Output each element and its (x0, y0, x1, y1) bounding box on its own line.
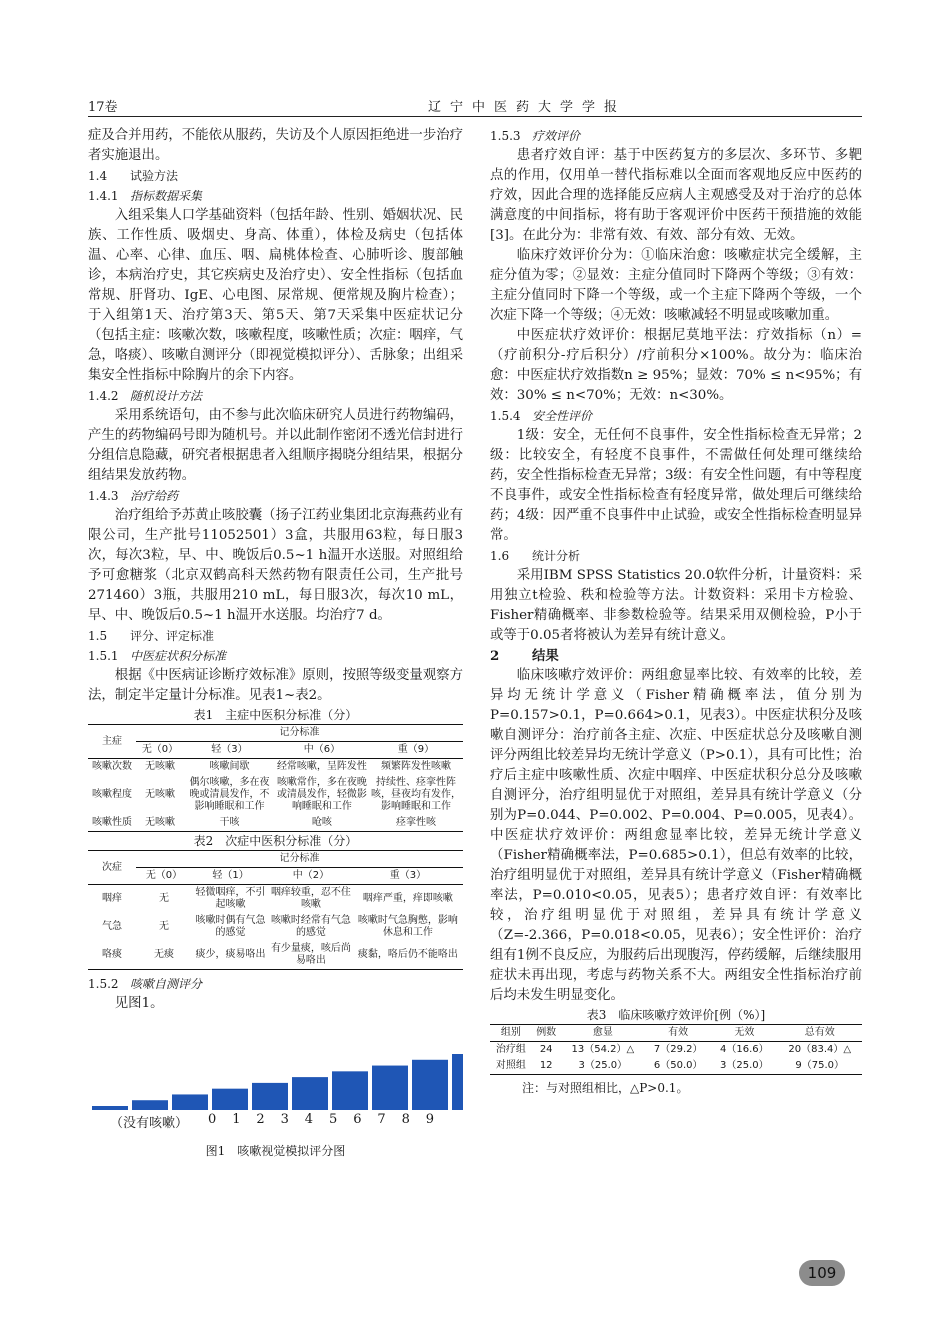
right-column (490, 126, 862, 1097)
table2-level: 重（3） (353, 868, 463, 885)
cough-vas-chart (88, 1020, 463, 1142)
table3-cough-efficacy (490, 1024, 862, 1075)
chart-tick-label: 5 (329, 1112, 338, 1127)
table2-level: 中（2） (269, 868, 353, 885)
cough-vas-bars (88, 1020, 463, 1112)
table1-level: 轻（3） (184, 742, 275, 759)
section-heading-2: 2 结果 (490, 648, 559, 664)
table2-header-score: 记分标准 (136, 851, 463, 868)
table2-header-main: 次症 (88, 851, 136, 885)
table1-level: 中（6） (275, 742, 369, 759)
table1-level: 无（0） (136, 742, 184, 759)
section-heading-1-4-1: 1.4.1 指标数据采集 (88, 189, 203, 203)
paragraph-statistics: 采用IBM SPSS Statistics 20.0软件分析，计量资料：采用独立t检验、秩和检验等方法。计数资料：采用卡方检验、Fisher精确概率、非参数检验等。结果采用双侧检验，P小于或等于0.05者将被认为差异有统计意义。 (490, 568, 862, 643)
chart-bar (452, 1054, 463, 1110)
running-header (88, 96, 862, 118)
table3-caption: 表3 临床咳嗽疗效评价[例（%）] (586, 1008, 766, 1022)
table-row: 气急 无 咳嗽时偶有气急的感觉 咳嗽时经常有气急的感觉 咳嗽时气急胸憋，影响休息和工作 (102, 915, 458, 938)
table2-secondary-symptom-scores (88, 850, 463, 970)
table-row: 咽痒 无 轻微咽痒，不引起咳嗽 咽痒较重，忍不住咳嗽 咽痒严重，痒即咳嗽 (102, 887, 453, 910)
paragraph-results: 临床咳嗽疗效评价：两组愈显率比较、有效率的比较，差异均无统计学意义（Fisher精确概率法，值分别为P=0.157>0.1，P=0.664>0.1，见表3）。中医症状积分及咳嗽自测评分：治疗前各主症、次症、中医症状总分及咳嗽自测评分两组比较差异均无统计学意义（P>0.1），具有可比性；治疗后主症中咳嗽性质、次症中咽痒、中医症状积分总分及咳嗽自测评分，治疗组明显优于对照组，差异具有统计学意义（分别为P=0.044、P=0.002、P=0.004、P=0.005，见表4）。中医症状疗效评价：两组愈显率比较，差异无统计学意义（Fisher精确概率法，P=0.685>0.1），但总有效率的比较，治疗组明显优于对照组，差异具有统计学意义（Fisher精确概率法，P=0.010<0.05，见表5）；患者疗效自评：有效率比较，治疗组明显优于对照组，差异具有统计学意义（Z=-2.366，P=0.018<0.05，见表6）；安全性评价：治疗组有1例不良反应，为服药后出现腹泻，停药缓解，后继续服用症状未再出现，考虑与药物关系不大。两组安全性指标治疗前后均未发生明显变化。 (490, 668, 862, 1003)
paragraph-see-figure: 见图1。 (114, 996, 164, 1011)
section-heading-1-5-3: 1.5.3 疗效评价 (490, 129, 581, 143)
section-heading-1-5-1: 1.5.1 中医症状积分标准 (88, 649, 227, 663)
paragraph-treatment: 治疗组给予苏黄止咳胶囊（扬子江药业集团北京海燕药业有限公司，生产批号11052501）3盒，共服用63粒，每日服3次，每次3粒，早、中、晚饭后0.5~1 h温开水送服。对照组给予可愈糖浆（北京双鹤高科天然药物有限责任公司，生产批号271460）3瓶，共服用210 mL，每日服3次，每次10 mL，早、中、晚饭后0.5~1 h温开水送服。均治疗7 d。 (88, 508, 463, 623)
paragraph-exclusion: 症及合并用药，不能依从服药，失访及个人原因拒绝进一步治疗者实施退出。 (88, 128, 463, 163)
paragraph-clinical-efficacy: 临床疗效评价分为：①临床治愈：咳嗽症状完全缓解，主症分值为零；②显效：主症分值同时下降两个等级；③有效：主症分值同时下降一个等级，或一个主症下降两个等级，一个次症下降一个等级；④无效：咳嗽减轻不明显或咳嗽加重。 (490, 248, 862, 323)
chart-tick-label: 9 (425, 1112, 435, 1127)
page-number: 109 (799, 1260, 845, 1286)
chart-bar (252, 1083, 288, 1110)
figure1-caption: 图1 咳嗽视觉模拟评分图 (205, 1144, 346, 1158)
table3-note: 注：与对照组相比，△P>0.1。 (522, 1081, 689, 1095)
table2-level: 无（0） (136, 868, 192, 885)
section-heading-1-4-2: 1.4.2 随机设计方法 (88, 389, 203, 403)
chart-tick-label: 8 (401, 1112, 410, 1127)
header-rule (88, 116, 862, 117)
table1-caption: 表1 主症中医积分标准（分） (193, 708, 358, 722)
table2-level: 轻（1） (192, 868, 269, 885)
paragraph-randomization: 采用系统语句，由不参与此次临床研究人员进行药物编码，产生的药物编码号即为随机号。并以此制作密闭不透光信封进行分组信息隐藏，研究者根据患者入组顺序揭晓分组结果，根据分组结果发放药物。 (88, 408, 463, 483)
paragraph-data-collection: 入组采集人口学基础资料（包括年龄、性别、婚姻状况、民族、工作性质、吸烟史、身高、体重），体检及病史（包括体温、心率、心律、血压、咽、扁桃体检查、心肺听诊、腹部触诊，本病治疗史，其它疾病史及治疗史）、安全性指标（包括血常规、肝肾功、IgE、心电图、尿常规、便常规及胸片检查）；于入组第1天、治疗第3天、第5天、第7天采集中医症状记分（包括主症：咳嗽次数，咳嗽程度，咳嗽性质；次症：咽痒，气急，咯痰）、咳嗽自测评分（即视觉模拟评分）、舌脉象；出组采集安全性指标中除胸片的余下内容。 (88, 208, 463, 383)
table-row: 咳嗽性质 无咳嗽 干咳 呛咳 痉挛性咳 (88, 815, 463, 832)
paragraph-tcm-efficacy: 中医症状疗效评价：根据尼莫地平法：疗效指标（n）=（疗前积分-疗后积分）/疗前积分×100%。故分为：临床治愈：中医症状疗效指数n ≥ 95%；显效：70% ≤ n<95%；有效：30% ≤ n<70%；无效：n<30%。 (490, 328, 862, 403)
section-heading-1-6: 1.6 统计分析 (490, 549, 581, 563)
volume-label: 17卷 (88, 100, 118, 115)
chart-bar (212, 1089, 248, 1110)
table-row: 咳嗽次数 无咳嗽 咳嗽间歇 经常咳嗽，呈阵发性 频繁阵发性咳嗽 (92, 761, 451, 772)
table1-header-score: 记分标准 (136, 725, 463, 742)
section-heading-1-4-3: 1.4.3 治疗给药 (88, 489, 179, 503)
section-heading-1-5-2: 1.5.2 咳嗽自测评分 (88, 977, 203, 991)
section-heading-1-5-4: 1.5.4 安全性评价 (490, 409, 593, 423)
chart-bar (332, 1071, 368, 1110)
chart-bar (292, 1077, 328, 1110)
chart-tick-label: 7 (377, 1112, 386, 1127)
chart-tick-label: 2 (256, 1112, 265, 1127)
chart-tick-label: 6 (353, 1112, 362, 1127)
chart-tick-label: 3 (280, 1112, 289, 1127)
table-header-row: 组别 例数 愈显 有效 无效 总有效 (490, 1025, 862, 1042)
table1-main-symptom-scores (88, 724, 463, 832)
paragraph-self-assessment: 患者疗效自评：基于中医药复方的多层次、多环节、多靶点的作用，仅用单一替代指标难以全面而客观地反应中医药的疗效，因此合理的选择能反应病人主观感受及对于治疗的总体满意度的中间指标，将有助于客观评价中医药干预措施的效能[3]。在此分为：非常有效、有效、部分有效、无效。 (490, 148, 862, 243)
table-row: 咳嗽程度 无咳嗽 偶尔咳嗽，多在夜晚或清晨发作，不影响睡眠和工作 咳嗽常作，多在夜晚或清晨发作，轻微影响睡眠和工作 持续性、痉挛性阵咳，昼夜均有发作，影响睡眠和工作 (92, 777, 461, 812)
journal-title: 辽宁中医药大学学报 (428, 100, 627, 115)
section-heading-1-5: 1.5 评分、评定标准 (88, 629, 215, 643)
chart-bar (92, 1106, 128, 1110)
table1-header-main: 主症 (88, 725, 136, 759)
table-row: 治疗组 24 13（54.2）△ 7（29.2） 4（16.6） 20（83.4）△ (495, 1044, 852, 1055)
section-heading-1-4: 1.4 试验方法 (88, 169, 179, 183)
chart-tick-label: 0 (208, 1112, 217, 1127)
chart-bar (172, 1094, 208, 1110)
chart-bar (132, 1100, 168, 1110)
chart-bar (412, 1060, 448, 1110)
chart-no-cough-label: （没有咳嗽） (110, 1116, 189, 1131)
paragraph-score-standard: 根据《中医病证诊断疗效标准》原则，按照等级变量观察方法，制定半定量计分标准。见表1~表2。 (88, 668, 463, 703)
chart-tick-label: 1 (232, 1112, 241, 1127)
paragraph-safety: 1级：安全，无任何不良事件，安全性指标检查无异常；2级：比较安全，有轻度不良事件，不需做任何处理可继续给药，安全性指标检查无异常；3级：有安全性问题，有中等程度不良事件，或安全性指标检查有轻度异常，做处理后可继续给药；4级：因严重不良事件中止试验，或安全性指标检查明显异常。 (490, 428, 862, 543)
table2-caption: 表2 次症中医积分标准（分） (193, 834, 358, 848)
left-column (88, 126, 463, 1160)
chart-tick-label: 4 (304, 1112, 314, 1127)
table-row: 对照组 12 3（25.0） 6（50.0） 3（25.0） 9（75.0） (490, 1058, 862, 1075)
table-row: 咯痰 无痰 痰少，痰易咯出 有少量痰，咳后尚易咯出 痰黏，咯后仍不能咯出 (88, 941, 463, 970)
chart-bar (372, 1066, 408, 1110)
table1-level: 重（9） (369, 742, 463, 759)
